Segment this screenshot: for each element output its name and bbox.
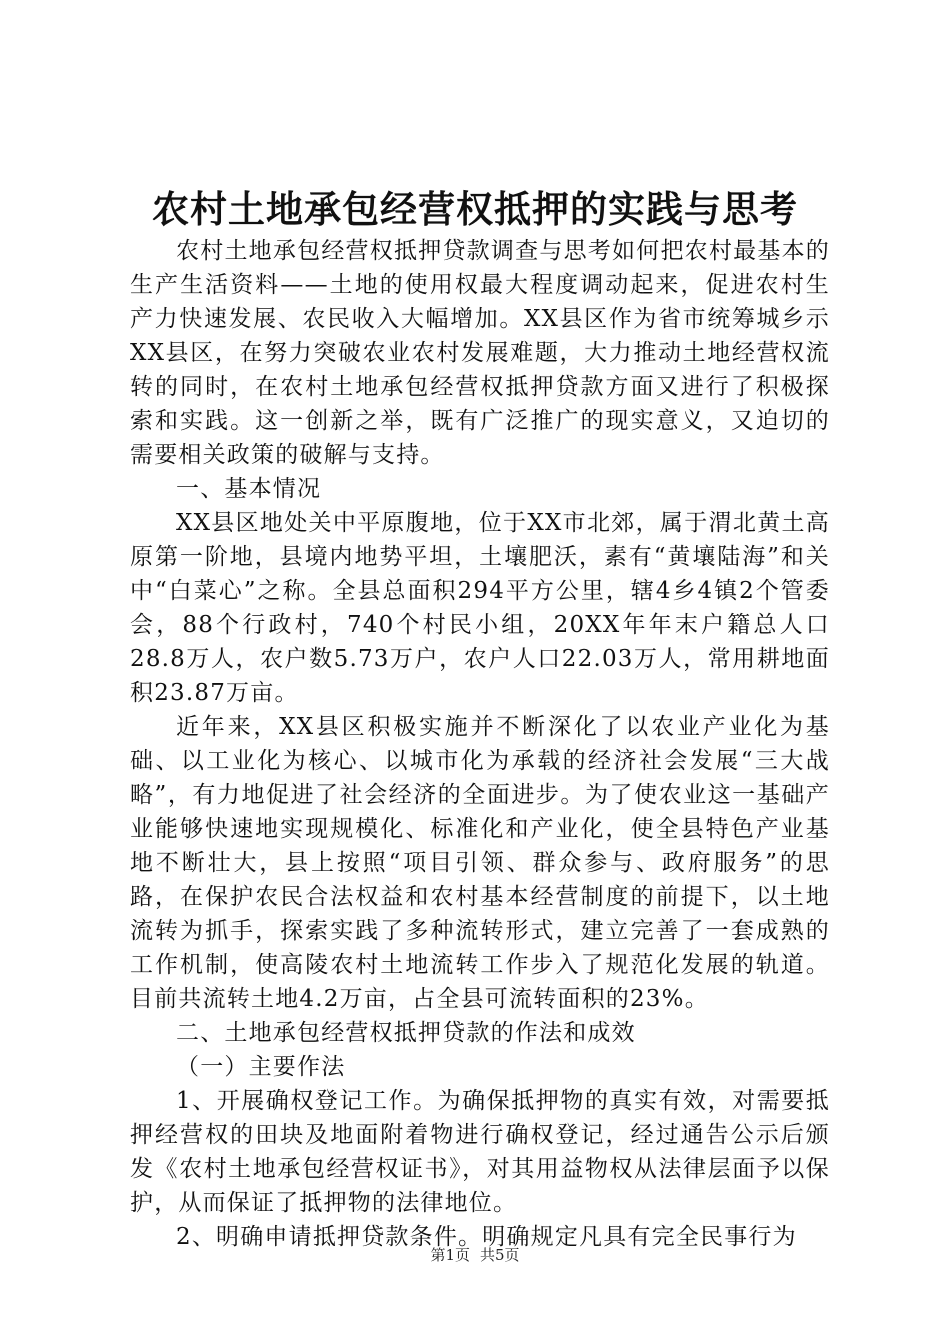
paragraph-intro: 农村土地承包经营权抵押贷款调查与思考如何把农村最基本的生产生活资料——土地的使用权最大程度调动起来，促进农村生产力快速发展、农民收入大幅增加。XX县区作为省市统筹城乡示XX县区，在努力突破农业农村发展难题，大力推动土地经营权流转的同时，在农村土地承包经营权抵押贷款方面又进行了积极探索和实践。这一创新之举，既有广泛推广的现实意义，又迫切的需要相关政策的破解与支持。 (130, 238, 830, 468)
page-number: 第1页 (430, 1246, 470, 1264)
page-title: 农村土地承包经营权抵押的实践与思考 (152, 187, 798, 231)
paragraph-item-1: 1、开展确权登记工作。为确保抵押物的真实有效，对需要抵押经营权的田块及地面附着物进行确权登记，经过通告公示后颁发《农村土地承包经营权证书》，对其用益物权从法律层面予以保护，从而保证了抵押物的法律地位。 (130, 1088, 830, 1216)
section-heading-practices: 二、土地承包经营权抵押贷款的作法和成效 (176, 1020, 636, 1046)
paragraph-basic-situation: XX县区地处关中平原腹地，位于XX市北郊，属于渭北黄土高原第一阶地，县境内地势平坦，土壤肥沃，素有“黄壤陆海”和关中“白菜心”之称。全县总面积294平方公里，辖4乡4镇2个管委会，88个行政村，740个村民小组，20XX年年末户籍总人口28.8万人，农户数5.73万户，农户人口22.03万人，常用耕地面积23.87万亩。 (130, 510, 830, 706)
subsection-heading-main-practices: （一）主要作法 (176, 1054, 346, 1080)
paragraph-item-2: 2、明确申请抵押贷款条件。明确规定凡具有完全民事行为 (176, 1224, 797, 1250)
section-heading-basic-situation: 一、基本情况 (176, 476, 322, 502)
page-total: 共5页 (480, 1246, 520, 1264)
paragraph-recent-years: 近年来，XX县区积极实施并不断深化了以农业产业化为基础、以工业化为核心、以城市化为承载的经济社会发展“三大战略”，有力地促进了社会经济的全面进步。为了使农业这一基础产业能够快速地实现规模化、标准化和产业化，使全县特色产业基地不断壮大，县上按照“项目引领、群众参与、政府服务”的思路，在保护农民合法权益和农村基本经营制度的前提下，以土地流转为抓手，探索实践了多种流转形式，建立完善了一套成熟的工作机制，使高陵农村土地流转工作步入了规范化发展的轨道。目前共流转土地4.2万亩，占全县可流转面积的23%。 (130, 714, 830, 1012)
document-body (130, 234, 830, 1254)
page-footer (0, 1245, 950, 1265)
